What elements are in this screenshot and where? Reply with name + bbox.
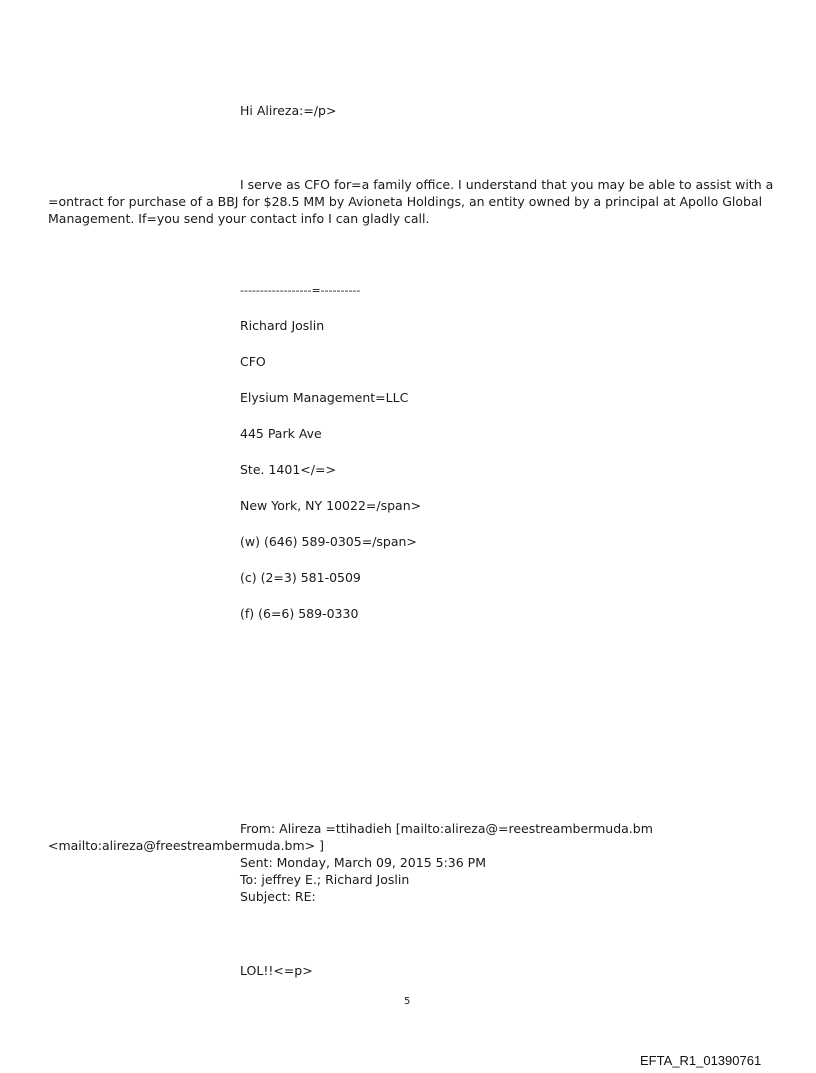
- body-line-2: =ontract for purchase of a BBJ for $28.5 MM by Avioneta Holdings, an entity owned by a principal at Apollo Global: [48, 194, 763, 209]
- document-id: EFTA_R1_01390761: [640, 1053, 762, 1068]
- quoted-from-line-1: From: Alireza =ttihadieh [mailto:alireza@=reestreambermuda.bm: [240, 821, 653, 836]
- quoted-subject: Subject: RE:: [240, 889, 316, 904]
- signature-street: 445 Park Ave: [240, 426, 322, 441]
- quoted-sent: Sent: Monday, March 09, 2015 5:36 PM: [240, 855, 487, 870]
- signature-name: Richard Joslin: [240, 318, 325, 333]
- greeting-text: Hi Alireza:=/p>: [240, 103, 337, 118]
- signature-city: New York, NY 10022=/span>: [240, 498, 422, 513]
- signature-cell-phone: (c) (2=3) 581-0509: [240, 570, 361, 585]
- body-line-1: I serve as CFO for=a family office. I understand that you may be able to assist with a: [240, 177, 774, 192]
- signature-suite: Ste. 1401</=>: [240, 462, 336, 477]
- body-line-3: Management. If=you send your contact info I can gladly call.: [48, 211, 430, 226]
- signature-work-phone: (w) (646) 589-0305=/span>: [240, 534, 417, 549]
- signature-fax: (f) (6=6) 589-0330: [240, 606, 359, 621]
- signature-company: Elysium Management=LLC: [240, 390, 409, 405]
- signature-separator: ------------------=----------: [240, 284, 361, 297]
- quoted-from-line-2: <mailto:alireza@freestreambermuda.bm> ]: [48, 838, 324, 853]
- page-number: 5: [404, 996, 411, 1007]
- signature-title: CFO: [240, 354, 266, 369]
- quoted-body-text: LOL!!<=p>: [240, 963, 313, 978]
- quoted-to: To: jeffrey E.; Richard Joslin: [240, 872, 410, 887]
